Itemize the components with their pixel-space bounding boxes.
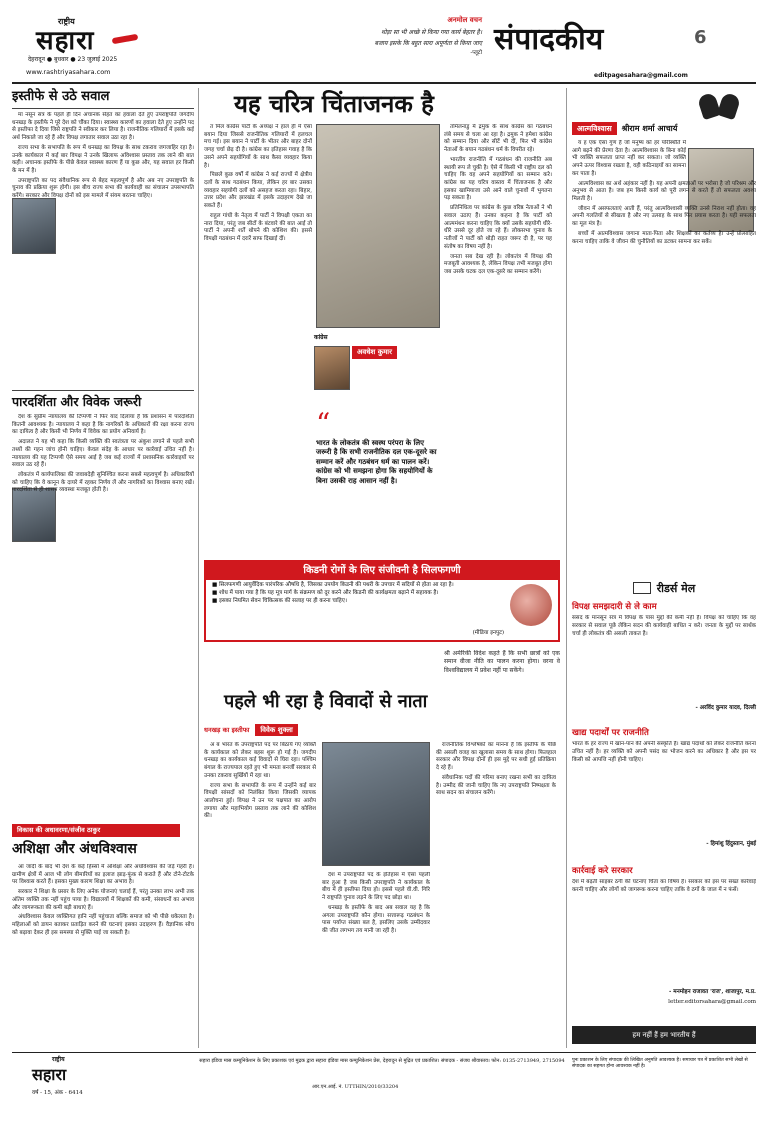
- footer-logo-small: राष्ट्रीय: [52, 1056, 65, 1063]
- letter1: [572, 602, 756, 722]
- atma-header: [572, 124, 756, 135]
- kidney-point: ■ शोध में पाया गया है कि यह मूत्र मार्ग के संक्रमण को दूर करने और किडनी की कार्यक्षमता बढ़ाने में सहायक है।: [212, 589, 439, 596]
- main-article: [204, 88, 552, 528]
- logo: सहारा: [36, 26, 95, 56]
- atma-para: बच्चों में आत्मविश्वास जगाना माता-पिता और शिक्षकों का कर्तव्य है। उन्हें प्रोत्साहित करना चाहिए ताकि वे जीवन की चुनौतियों का डटकर सामना कर सकें।: [572, 230, 756, 245]
- kidney-point-text: इसका नियमित सेवन चिकित्सक की सलाह पर ही करना चाहिए।: [219, 597, 347, 604]
- readers-mail-header: [572, 580, 756, 597]
- footer-slogan-bar: [572, 1026, 756, 1044]
- article2-para: देश के सुप्रीम न्यायालय की टिप्पणी ने फिर याद दिलाया है कि प्रशासन में पारदर्शिता कितनी आवश्यक है। न्यायालय ने कहा है कि नागरिकों के अधिकारों की रक्षा करना राज्य का दायित्व है और किसी भी निर्णय में विवेक का प्रयोग अनिवार्य है।: [12, 414, 194, 436]
- kidney-point: ■ इसका नियमित सेवन चिकित्सक की सलाह पर ही करना चाहिए।: [212, 597, 347, 604]
- footer: [12, 1056, 756, 1122]
- lower-para: अ ब भारत के उपराष्ट्रपति पद पर बिठाये गए व्यक्ति के कार्यकाल को लेकर बहस शुरू हो गई है। जगदीप धनखड़ का कार्यकाल कई विवादों से घिरा रहा। पश्चिम बंगाल के राज्यपाल रहते हुए भी ममता बनर्जी सरकार से उनका टकराव सुर्खियों में रहा था।: [204, 742, 316, 779]
- article2-rule: [12, 390, 194, 391]
- main-para: पिछले कुछ वर्षों में कांग्रेस ने कई राज्यों में क्षेत्रीय दलों के साथ गठबंधन किया, लेकिन हर बार उसका व्यवहार सहयोगी दलों को असहज करता रहा। बिहार, उत्तर प्रदेश और झारखंड में इसके उदाहरण देखे जा सकते हैं।: [204, 172, 312, 210]
- email[interactable]: editpagesahara@gmail.com: [594, 72, 688, 79]
- logo-swoosh: [112, 34, 139, 44]
- meta-day: बुधवार: [53, 56, 69, 63]
- lower-body-col2: [322, 872, 430, 1042]
- footer-imprint: सहारा इंडिया मास कम्युनिकेशन के लिए प्रकाशक एवं मुद्रक द्वारा सहारा इंडिया मास कम्युनिकेशन प्रेस, देहरादून से मुद्रित एवं प्रकाशित। संपादक - संजय श्रीवास्तव। फोन: 0135-2713949, 2715094: [199, 1058, 565, 1064]
- atma-para: य ह एक ऐसा गुण है जो मनुष्य को हर परिस्थिति में आगे बढ़ने की प्रेरणा देता है। आत्मविश्वास के बिना कोई भी व्यक्ति सफलता प्राप्त नहीं कर सकता। जो व्यक्ति अपने ऊपर विश्वास रखता है, वही कठिनाइयों का सामना कर पाता है।: [572, 140, 686, 177]
- atma-body: [572, 140, 756, 576]
- author-photo: [314, 346, 350, 390]
- hand-left-icon: [697, 92, 722, 120]
- lower-body-col3: [436, 742, 556, 1042]
- atma-para: जीवन में असफलताएं आती हैं, परंतु आत्मविश्वासी व्यक्ति उनसे निराश नहीं होता। वह अपनी गलतियों से सीखता है और नए उत्साह के साथ फिर प्रयास करता है। यही सफलता का मूल मंत्र है।: [572, 205, 756, 228]
- quote-mark-icon: “: [316, 407, 331, 440]
- letter3-title: कार्रवाई करे सरकार: [572, 866, 633, 876]
- letter3: [572, 866, 756, 1016]
- anmol-quote-1: थोड़ा सा भी अच्छे से किया गया कार्य बेहतर है।: [381, 29, 482, 37]
- logo-small-text: राष्ट्रीय: [58, 16, 75, 26]
- article1-body: [12, 112, 194, 382]
- letter2: [572, 728, 756, 858]
- letter1-title: विपक्ष समझदारी से ले काम: [572, 602, 657, 612]
- main-photo: [316, 124, 440, 328]
- main-para: राहुल गांधी के नेतृत्व में पार्टी ने विपक्षी एकता का नारा दिया, परंतु जब सीटों के बंटवारे की बात आई तो पार्टी ने अपनी शर्तें थोपने की कोशिश की। इससे विपक्षी गठबंधन में दरारें साफ दिखाई दीं।: [204, 212, 312, 243]
- lower-kicker-label: धनखड़ का इस्तीफा: [204, 726, 250, 734]
- col-divider-left: [198, 88, 199, 1048]
- footer-logo: सहारा: [32, 1065, 67, 1084]
- section-title-block: [484, 16, 756, 80]
- lower-author: विवेक शुक्ला: [255, 724, 298, 736]
- atma-label: आत्मविश्वास: [572, 122, 617, 135]
- meta-year: 2025: [101, 56, 118, 63]
- article3-para: सरकार ने शिक्षा के प्रसार के लिए अनेक योजनाएं चलाई हैं, परंतु उनका लाभ अभी तक अंतिम व्यक्ति तक नहीं पहुंच पाया है। विद्यालयों में शिक्षकों की कमी, संसाधनों का अभाव और जागरूकता की कमी बड़ी बाधाएं हैं।: [12, 889, 194, 911]
- anmol-label: अनमोल वचन: [447, 16, 482, 24]
- anmol-quote-2: बजाय इसके कि बहुत सारा अपूर्णता से किया जाए: [374, 39, 482, 47]
- lower-para: देश में उपराष्ट्रपति पद के इतिहास में ऐसा पहली बार हुआ है जब किसी उपराष्ट्रपति ने कार्यकाल के बीच में ही इस्तीफा दिया हो। इससे पहले वी.वी. गिरि ने राष्ट्रपति चुनाव लड़ने के लिए पद छोड़ा था।: [322, 872, 430, 902]
- lower-para: धनखड़ के इस्तीफे के बाद अब सवाल यह है कि अगला उपराष्ट्रपति कौन होगा। सत्तारूढ़ गठबंधन के पास पर्याप्त संख्या बल है, इसलिए उसके उम्मीदवार की जीत लगभग तय मानी जा रही है।: [322, 904, 430, 935]
- author-name: अवधेश कुमार: [352, 346, 397, 359]
- left-column: [12, 88, 194, 1048]
- pull-quote: [316, 407, 438, 485]
- letter3-author: - मनमोहन राजावत 'राज', शाजापुर, म.प्र.: [669, 989, 756, 996]
- article1-title: इस्तीफे से उठे सवाल: [12, 89, 110, 104]
- letter2-author: - हिमांशु हिंदुस्तान, मुंबई: [706, 841, 756, 848]
- lower-photo: [322, 742, 430, 866]
- lower-para: राजनीतिक विश्लेषकों का मानना है कि इस्तीफे के पीछे की असली वजह का खुलासा समय के साथ होगा। फिलहाल सरकार और विपक्ष दोनों ही इस मुद्दे पर सधी हुई प्रतिक्रिया दे रहे हैं।: [436, 742, 556, 772]
- article1-para: मा नसून सत्र के पहले ही दिन अचानक सेहत का हवाला देते हुए उपराष्ट्रपति जगदीप धनखड़ के इस्तीफे ने पूरे देश को चौंका दिया। स्वास्थ्य कारणों का हवाला देते हुए उन्होंने पद से इस्तीफा दे दिया जिसे राष्ट्रपति ने स्वीकार कर लिया है। राजनीतिक गलियारों में इसके कई अर्थ निकाले जा रहे हैं और विपक्ष लगातार सवाल उठा रहा है।: [12, 112, 194, 142]
- mail-icon: [633, 582, 651, 594]
- hands-illustration: [696, 90, 744, 120]
- right-column: [572, 88, 756, 1048]
- article3-body: [12, 864, 194, 1048]
- letter1-author: - अरविंद कुमार यादव, दिल्ली: [695, 705, 756, 712]
- article1-rule: [12, 108, 194, 109]
- anmol-vachan: [312, 16, 482, 68]
- kidney-source: (मीडिया इनपुट): [472, 629, 504, 636]
- logo-block: [12, 16, 202, 78]
- website[interactable]: www.rashtriyasahara.com: [26, 68, 111, 76]
- kidney-point-text: शोध में पाया गया है कि यह मूत्र मार्ग के संक्रमण को दूर करने और किडनी की कार्यक्षमता बढ़ाने में सहायक है।: [219, 589, 439, 596]
- article1-para: राज्य सभा के सभापति के रूप में धनखड़ का विपक्ष के साथ टकराव जगजाहिर रहा है। उनके कार्यकाल में कई बार विपक्ष ने उनके खिलाफ अविश्वास प्रस्ताव तक लाने की बात कही। अचानक इस्तीफे के पीछे केवल स्वास्थ्य कारण हैं या कुछ और, यह सवाल हर किसी के मन में है।: [12, 144, 194, 175]
- edition-meta: देहरादून ● बुधवार ● 23 जुलाई 2025: [28, 56, 118, 63]
- lower-para: संवैधानिक पदों की गरिमा बनाए रखना सभी का दायित्व है। उम्मीद की जानी चाहिए कि नए उपराष्ट्रपति निष्पक्षता के साथ सदन का संचालन करेंगे।: [436, 774, 556, 797]
- kidney-illustration: [510, 584, 552, 626]
- pull-quote-text: भारत के लोकतंत्र की स्वस्थ परंपरा के लिए जरूरी है कि सभी राजनीतिक दल एक-दूसरे का सम्मान करें और गठबंधन धर्म का पालन करें। कांग्रेस को भी समझना होगा कि सहयोगियों के बिना उसकी राह आसान नहीं है।: [316, 438, 437, 485]
- section-title: संपादकीय: [494, 22, 604, 57]
- article2-para: अदालत ने यह भी कहा कि किसी व्यक्ति की स्वतंत्रता पर अंकुश लगाने से पहले सभी तथ्यों की गहन जांच होनी चाहिए। केवल संदेह के आधार पर कार्रवाई उचित नहीं है। न्यायालय की यह टिप्पणी ऐसे समय आई है जब कई राज्यों में प्रशासनिक कार्रवाइयों पर सवाल उठ रहे हैं।: [12, 439, 194, 469]
- page-number: 6: [694, 27, 707, 48]
- main-body-col1: [204, 124, 312, 444]
- article2-body: [12, 414, 194, 794]
- main-para: त मिल कांग्रेस पार्टी के अध्यक्ष ने हाल ही में ऐसा बयान दिया जिससे राजनीतिक गलियारों में हलचल मच गई। इस बयान ने पार्टी के भीतर और बाहर दोनों जगह चर्चा छेड़ दी है। कांग्रेस का इतिहास गवाह है कि उसने अपने सहयोगियों के साथ कैसा व्यवहार किया है।: [204, 124, 312, 169]
- article1-para: उपराष्ट्रपति का पद संवैधानिक रूप से बेहद महत्वपूर्ण है और अब नए उपराष्ट्रपति के चुनाव की प्रक्रिया शुरू होगी। इस बीच राज्य सभा की कार्यवाही का संचालन उपसभापति करेंगे। सरकार और विपक्ष दोनों को इस मामले में संयम बरतना चाहिए।: [12, 177, 194, 200]
- article3-para: आ जादी के बाद भी देश के कई हिस्सों में अशिक्षा और अंधविश्वास की जड़ें गहरी हैं। ग्रामीण क्षेत्रों में आज भी लोग बीमारियों का इलाज झाड़-फूंक से कराते हैं और टोने-टोटके पर विश्वास करते हैं। इसका मुख्य कारण शिक्षा का अभाव है।: [12, 864, 194, 886]
- footer-slogan: हम नहीं हैं हम भारतीय हैं: [632, 1031, 696, 1039]
- article3-para: अंधविश्वास केवल व्यक्तिगत हानि नहीं पहुंचाता बल्कि समाज को भी पीछे धकेलता है। महिलाओं को डायन बताकर प्रताड़ित करने की घटनाएं इसका उदाहरण हैं। वैज्ञानिक सोच को बढ़ावा देकर ही इस समस्या से मुक्ति पाई जा सकती है।: [12, 914, 194, 936]
- article2-title: पारदर्शिता और विवेक जरूरी: [12, 394, 142, 409]
- letter2-title: खाद्य पदार्थों पर राजनीति: [572, 728, 649, 738]
- article3-title: अशिक्षा और अंधविश्वास: [12, 841, 137, 857]
- masthead-rule: [12, 82, 756, 84]
- footer-volume: वर्ष - 15, अंक - 6414: [32, 1090, 83, 1096]
- footer-disclaimer: पुनः प्रकाशन के लिए संपादक की लिखित अनुमति आवश्यक है। समाचार पत्र में प्रकाशित सभी लेखों से संपादक का सहमत होना आवश्यक नहीं है।: [572, 1058, 748, 1070]
- lower-kicker: [204, 726, 298, 735]
- atma-para: आत्मविश्वास का अर्थ अहंकार नहीं है। यह अपनी क्षमताओं पर भरोसा है जो परिश्रम और अनुभव से आता है। जब हम किसी कार्य को पूरी लगन से करते हैं तो सफलता अवश्य मिलती है।: [572, 180, 756, 203]
- lower-body-col1: [204, 742, 316, 1042]
- main-para: प्रतिनिधित्व पर कांग्रेस के कुछ वरिष्ठ नेताओं ने भी सवाल उठाए हैं। उनका कहना है कि पार्टी को आत्ममंथन करना चाहिए कि क्यों उसके सहयोगी धीरे-धीरे उससे दूर होते जा रहे हैं। लोकसभा चुनाव के नतीजों ने पार्टी को थोड़ी राहत जरूर दी है, पर यह संतोष का विषय नहीं है।: [444, 205, 552, 250]
- masthead: [12, 16, 756, 80]
- col-divider-right: [566, 88, 567, 1048]
- footer-rni: आर.एन.आई. नं. UTTHIN/2010/33204: [312, 1084, 399, 1090]
- lower-para: राज्य सभा के सभापति के रूप में उन्होंने कई बार विपक्षी सांसदों को निलंबित किया जिसकी व्यापक आलोचना हुई। विपक्ष ने उन पर पक्षपात का आरोप लगाया और महाभियोग प्रस्ताव तक लाने की कोशिश की।: [204, 782, 316, 820]
- kidney-box: [204, 560, 560, 642]
- main-photo-caption: कांग्रेस: [314, 334, 328, 341]
- letter1-body: संसद के मानसून सत्र में विपक्ष के पास मुद्दों की कमी नहीं है। विपक्ष को चाहिए कि वह सरकार से सवाल पूछे लेकिन सदन की कार्यवाही बाधित न करे। जनता के मुद्दों पर सार्थक चर्चा ही लोकतंत्र की असली ताकत है।: [572, 615, 756, 637]
- hand-right-icon: [717, 92, 742, 120]
- meta-date: 23 जुलाई: [77, 56, 101, 63]
- lower-article: [204, 690, 556, 1050]
- article3-kicker: विकास की अधावरणा/संजीव ठाकुर: [12, 824, 180, 837]
- kidney-points: [212, 582, 502, 605]
- letter2-body: भारत के हर राज्य में खान-पान की अपनी संस्कृति है। खाद्य पदार्थों को लेकर राजनीति करना उचित नहीं है। हर व्यक्ति को अपनी पसंद का भोजन करने का अधिकार है और इस पर किसी को आपत्ति नहीं होनी चाहिए।: [572, 741, 756, 763]
- kidney-box-title: किडनी रोगों के लिए संजीवनी है सिलफगणी: [206, 562, 558, 580]
- lower-headline: पहले भी रहा है विवादों से नाता: [224, 691, 428, 712]
- footer-rule: [12, 1052, 756, 1053]
- meta-city: देहरादून: [28, 56, 45, 63]
- kidney-point-text: सिलफगणी आयुर्वेदिक पारंपरिक औषधि है, जिसका उपयोग किडनी की पथरी के उपचार में सदियों से होता आ रहा है।: [219, 582, 454, 588]
- letter-email[interactable]: letter.editorsahara@gmail.com: [668, 999, 756, 1006]
- anmol-author: -प्लूटो: [470, 49, 482, 56]
- cartoon-text: श्री अमेरिकी विदेश कहते हैं कि सभी छात्रों को एक समान वीजा नीति का पालन करना होगा। वरना वे विश्वविद्यालय में प्रवेश नहीं पा सकेंगे।: [444, 650, 560, 674]
- kidney-point: ■ सिलफगणी आयुर्वेदिक पारंपरिक औषधि है, जिसका उपयोग किडनी की पथरी के उपचार में सदियों से होता आ रहा है।: [212, 582, 454, 588]
- main-headline: यह चरित्र चिंताजनक है: [234, 90, 434, 118]
- atma-author: श्रीराम शर्मा आचार्य: [621, 124, 678, 133]
- article2-para: लोकतंत्र में कार्यपालिका की जवाबदेही सुनिश्चित करना सबसे महत्वपूर्ण है। अधिकारियों को चाहिए कि वे कानून के दायरे में रहकर निर्णय लें और नागरिकों का विश्वास बनाए रखें। पारदर्शिता से ही शासन व्यवस्था मजबूत होती है।: [12, 472, 194, 494]
- main-para: भारतीय राजनीति में गठबंधन की राजनीति अब स्थायी रूप ले चुकी है। ऐसे में किसी भी राष्ट्रीय दल को चाहिए कि वह अपने सहयोगियों का सम्मान करे। कांग्रेस का यह चरित्र वास्तव में चिंताजनक है और इसका खामियाजा उसे आने वाले चुनावों में भुगतना पड़ सकता है।: [444, 156, 552, 202]
- readers-mail-title: रीडर्स मेल: [656, 582, 696, 595]
- main-body-col3: [444, 124, 552, 524]
- main-para: तमिलनाडु में द्रमुक के साथ कांग्रेस का गठबंधन लंबे समय से चला आ रहा है। द्रमुक ने हमेशा कांग्रेस को सम्मान दिया और सीटें भी दीं, फिर भी कांग्रेस नेताओं के बयान गठबंधन धर्म के विपरीत रहे।: [444, 124, 552, 154]
- letter3-body: देश में बढ़ती साइबर ठगी की घटनाएं चिंता का विषय हैं। सरकार को इस पर सख्त कार्रवाई करनी चाहिए और लोगों को जागरूक करना चाहिए ताकि वे ठगों के जाल में न फंसें।: [572, 879, 756, 894]
- main-para: जनता सब देख रही है। लोकतंत्र में विपक्ष की मजबूती आवश्यक है, लेकिन विपक्ष तभी मजबूत होगा जब उसके घटक दल एक-दूसरे का सम्मान करेंगे।: [444, 253, 552, 275]
